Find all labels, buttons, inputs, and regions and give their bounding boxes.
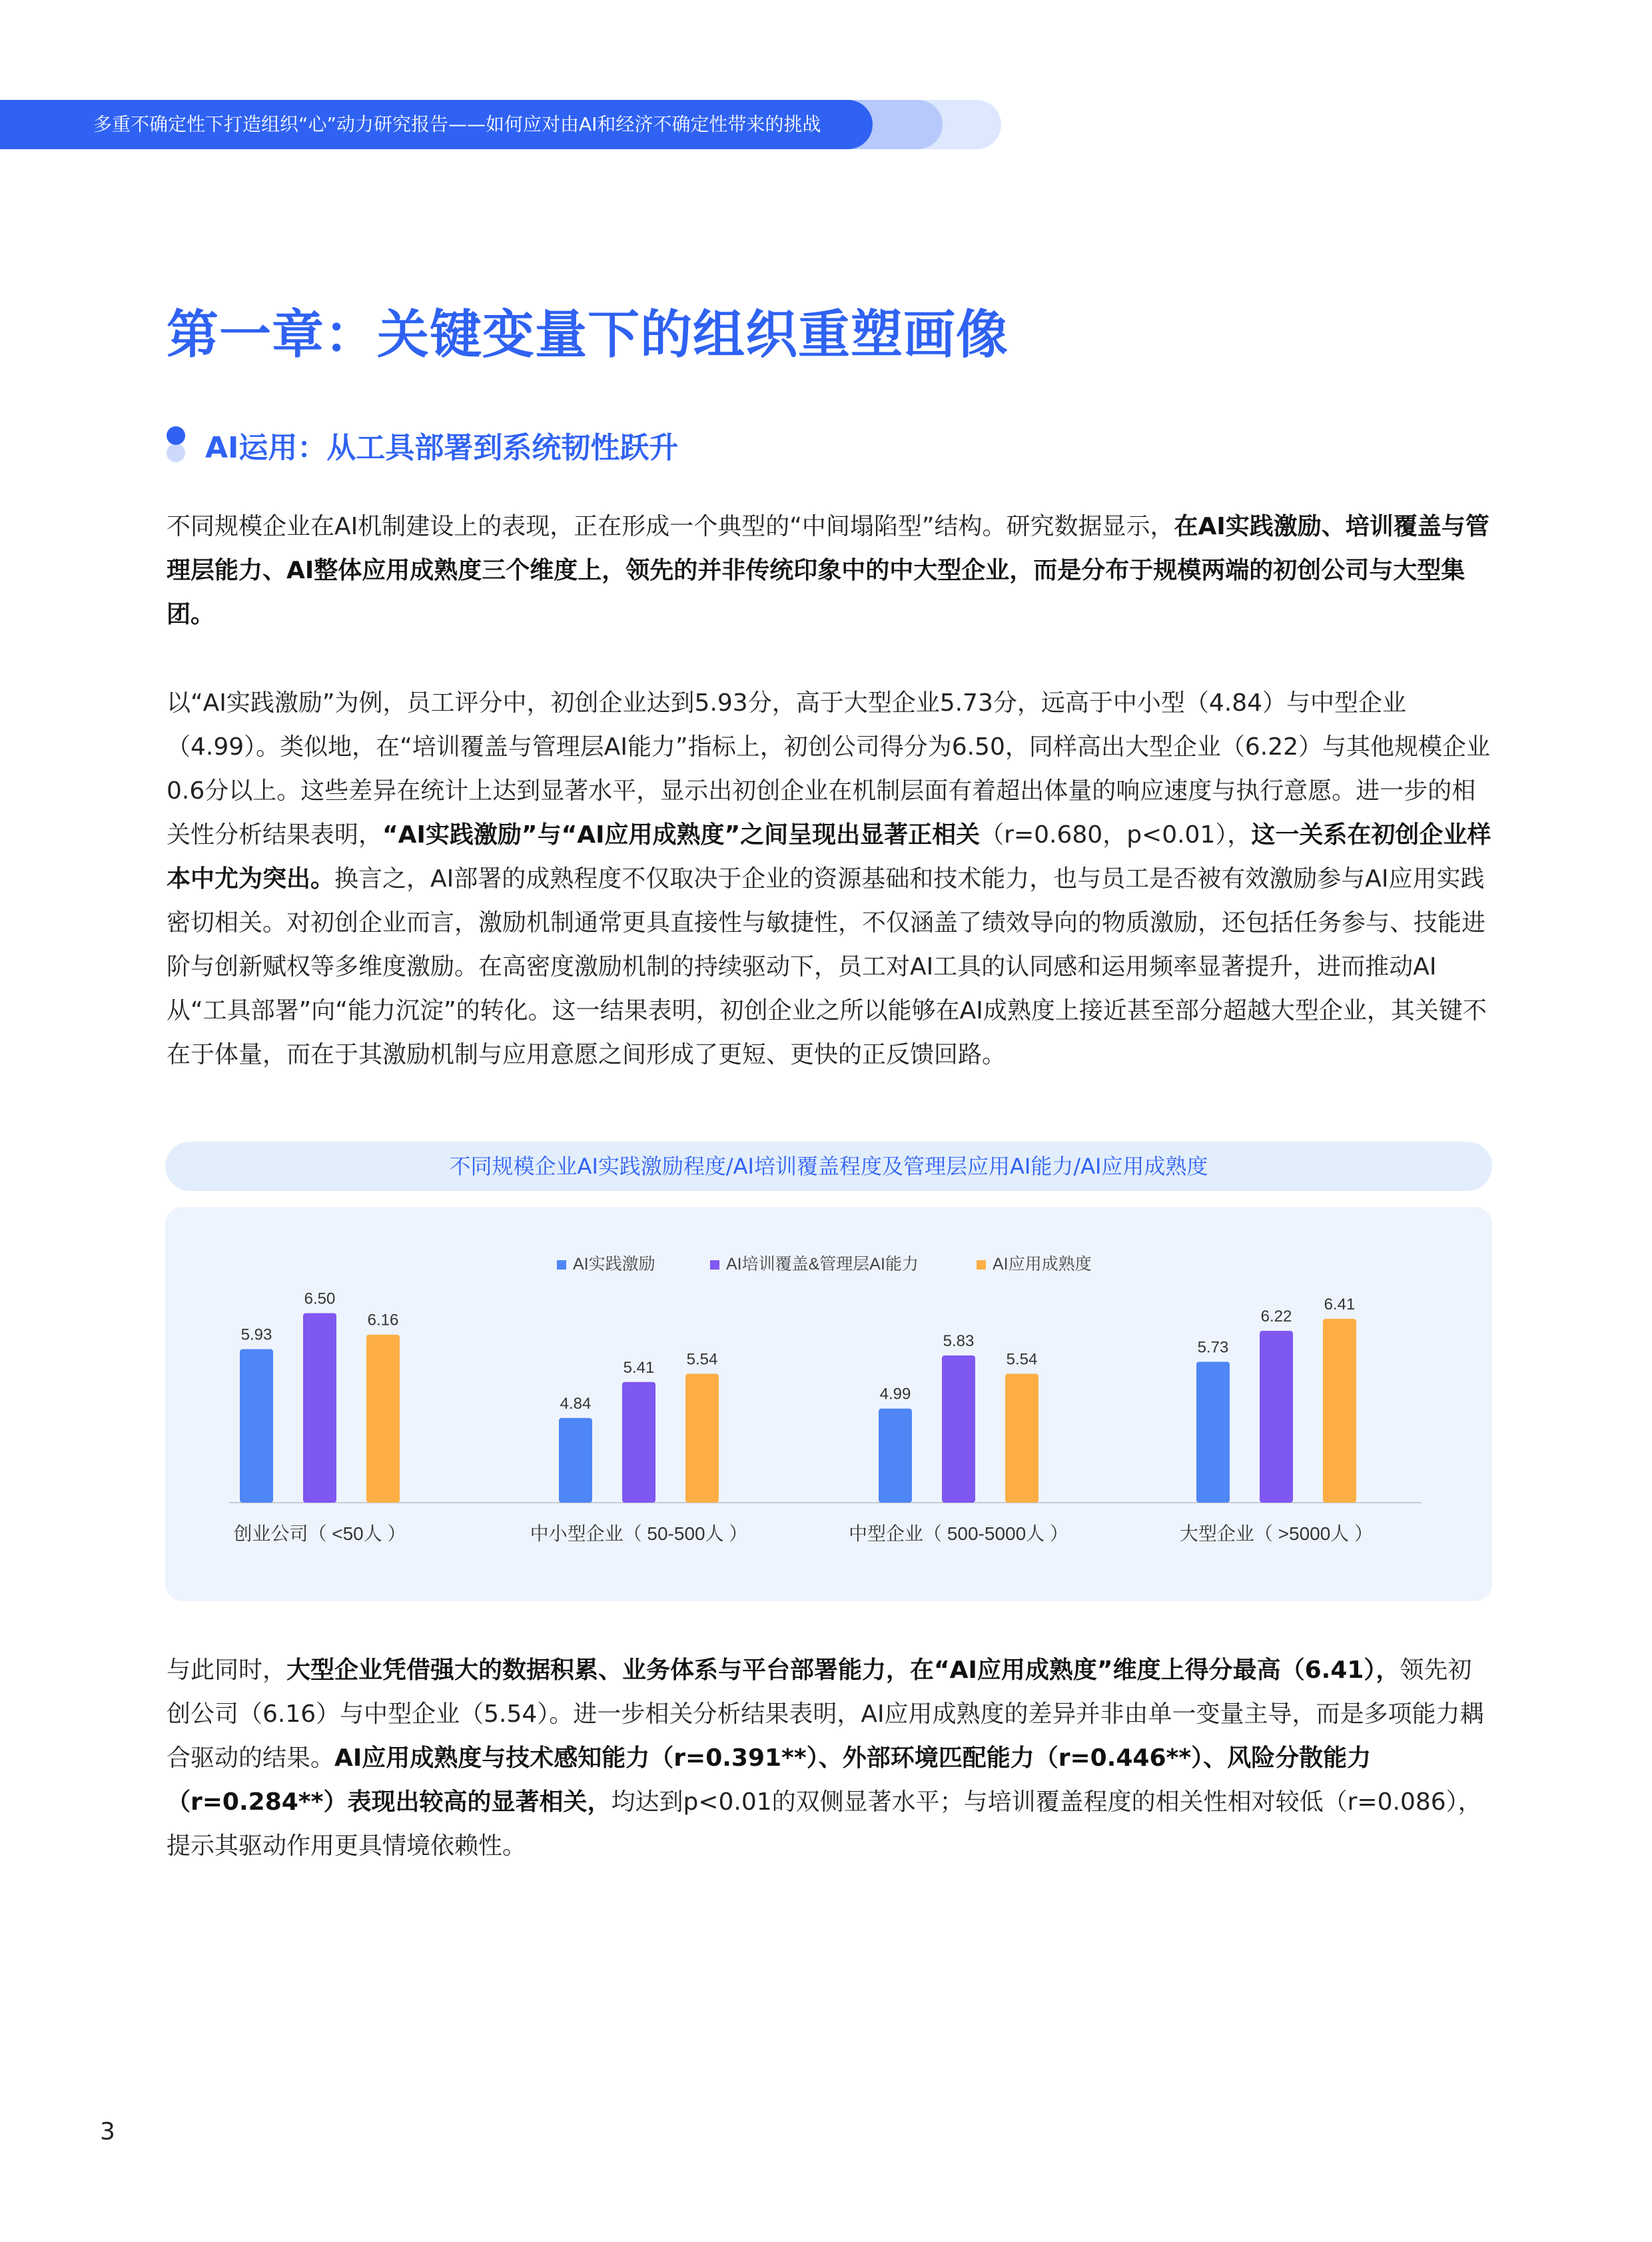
bar [942,1355,975,1503]
bar [685,1374,719,1503]
text-run: 换言之，AI部署的成熟程度不仅取决于企业的资源基础和技术能力，也与员工是否被有效激励参与AI应用实践密切相关。对初创企业而言，激励机制通常更具直接性与敏捷性，不仅涵盖了绩效导向的物质激励，还包括任务参与、技能进阶与创新赋权等多维度激励。在高密度激励机制的持续驱动下，员工对AI工具的认同感和运用频率显著提升，进而推动AI从“工具部署”向“能力沉淀”的转化。这一结果表明，初创企业之所以能够在AI成熟度上接近甚至部分超越大型企业，其关键不在于体量，而在于其激励机制与应用意愿之间形成了更短、更快的正反馈回路。 [167,865,1487,1068]
bar [366,1335,400,1503]
text-run: 以“AI实践激励”为例，员工评分中，初创企业达到5.93分，高于大型企业5.73分，远高于中小型（4.84）与中型企业（4.99）。类似地，在“培训覆盖与管理层AI能力”指标上，初创公司得分为6.50，同样高出大型企业（6.22）与其他规模企业0.6分以上。这些差异在统计上达到显著水平，显示出初创企业在机制层面有着超出体量的响应速度与执行意愿。进一步的相关性分析结果表明， [167,689,1491,849]
bold-text-run: AI应用成熟度与技术感知能力（r=0.391**）、外部环境匹配能力（r=0.446**）、风险分散能力（r=0.284**）表现出较高的显著相关， [167,1744,1372,1816]
data-label: 5.73 [1197,1338,1229,1357]
page-number: 3 [100,2118,115,2145]
legend-label: AI培训覆盖&管理层AI能力 [726,1255,919,1274]
legend-swatch [557,1260,566,1270]
text-run: （r=0.680，p<0.01）， [980,821,1252,849]
bar [1196,1362,1230,1503]
bold-text-run: 这一关系在初创企业样本中尤为突出。 [167,821,1491,893]
legend-label: AI实践激励 [573,1255,655,1274]
data-label: 4.99 [879,1385,911,1403]
text-run: 不同规模企业在AI机制建设上的表现，正在形成一个典型的“中间塌陷型”结构。研究数据显示， [167,513,1174,540]
data-label: 6.50 [304,1290,336,1308]
bar [1005,1374,1038,1503]
chapter-title: 第一章：关键变量下的组织重塑画像 [167,305,1009,365]
text-run: 与此同时， [167,1657,287,1684]
text-run: 领先初创公司（6.16）与中型企业（5.54）。进一步相关分析结果表明，AI应用成熟度的差异并非由单一变量主导，而是多项能力耦合驱动的结果。 [167,1657,1484,1772]
paragraph-intro [167,505,1492,637]
text-run: 均达到p<0.01的双侧显著水平；与培训覆盖程度的相关性相对较低（r=0.086），提示其驱动作用更具情境依赖性。 [167,1788,1482,1860]
running-title: 多重不确定性下打造组织“心”动力研究报告——如何应对由AI和经济不确定性带来的挑战 [93,113,821,135]
section-bullet-icon-light [167,444,185,462]
category-label: 大型企业（ >5000人 ） [1179,1523,1374,1544]
data-label: 4.84 [560,1394,592,1413]
category-label: 中小型企业（ 50-500人 ） [530,1523,748,1544]
bar [303,1313,336,1503]
bold-text-run: 在AI实践激励、培训覆盖与管理层能力、AI整体应用成熟度三个维度上，领先的并非传统印象中的中大型企业，而是分布于规模两端的初创公司与大型集团。 [167,513,1489,628]
bar [559,1418,592,1503]
data-label: 6.16 [367,1311,399,1329]
data-label: 6.41 [1324,1296,1356,1314]
bar [622,1382,655,1503]
legend-swatch [710,1260,719,1270]
bar [1323,1319,1356,1503]
section-bullet-icon [167,426,185,445]
paragraph-large-enterprise [167,1649,1492,1868]
bar [240,1349,273,1503]
legend-label: AI应用成熟度 [993,1255,1092,1274]
chart-title: 不同规模企业AI实践激励程度/AI培训覆盖程度及管理层应用AI能力/AI应用成熟度 [165,1142,1492,1191]
bold-text-run: “AI实践激励”与“AI应用成熟度”之间呈现出显著正相关 [382,821,981,849]
section-title: AI运用：从工具部署到系统韧性跃升 [205,431,679,465]
bold-text-run: 大型企业凭借强大的数据积累、业务体系与平台部署能力，在“AI应用成熟度”维度上得分最高（6.41）， [286,1657,1400,1684]
category-label: 中型企业（ 500-5000人 ） [849,1523,1068,1544]
data-label: 5.54 [686,1350,718,1369]
bar [1260,1331,1293,1503]
data-label: 5.83 [943,1332,975,1351]
bar [879,1409,912,1503]
data-label: 5.93 [240,1325,272,1344]
data-label: 6.22 [1260,1308,1292,1326]
legend-swatch [977,1260,986,1270]
data-label: 5.41 [623,1358,655,1377]
bar-chart [165,1207,1492,1601]
paragraph-incentive [167,681,1492,1077]
data-label: 5.54 [1006,1350,1038,1369]
category-label: 创业公司（ <50人 ） [233,1523,406,1544]
chart-canvas [165,1207,1492,1601]
